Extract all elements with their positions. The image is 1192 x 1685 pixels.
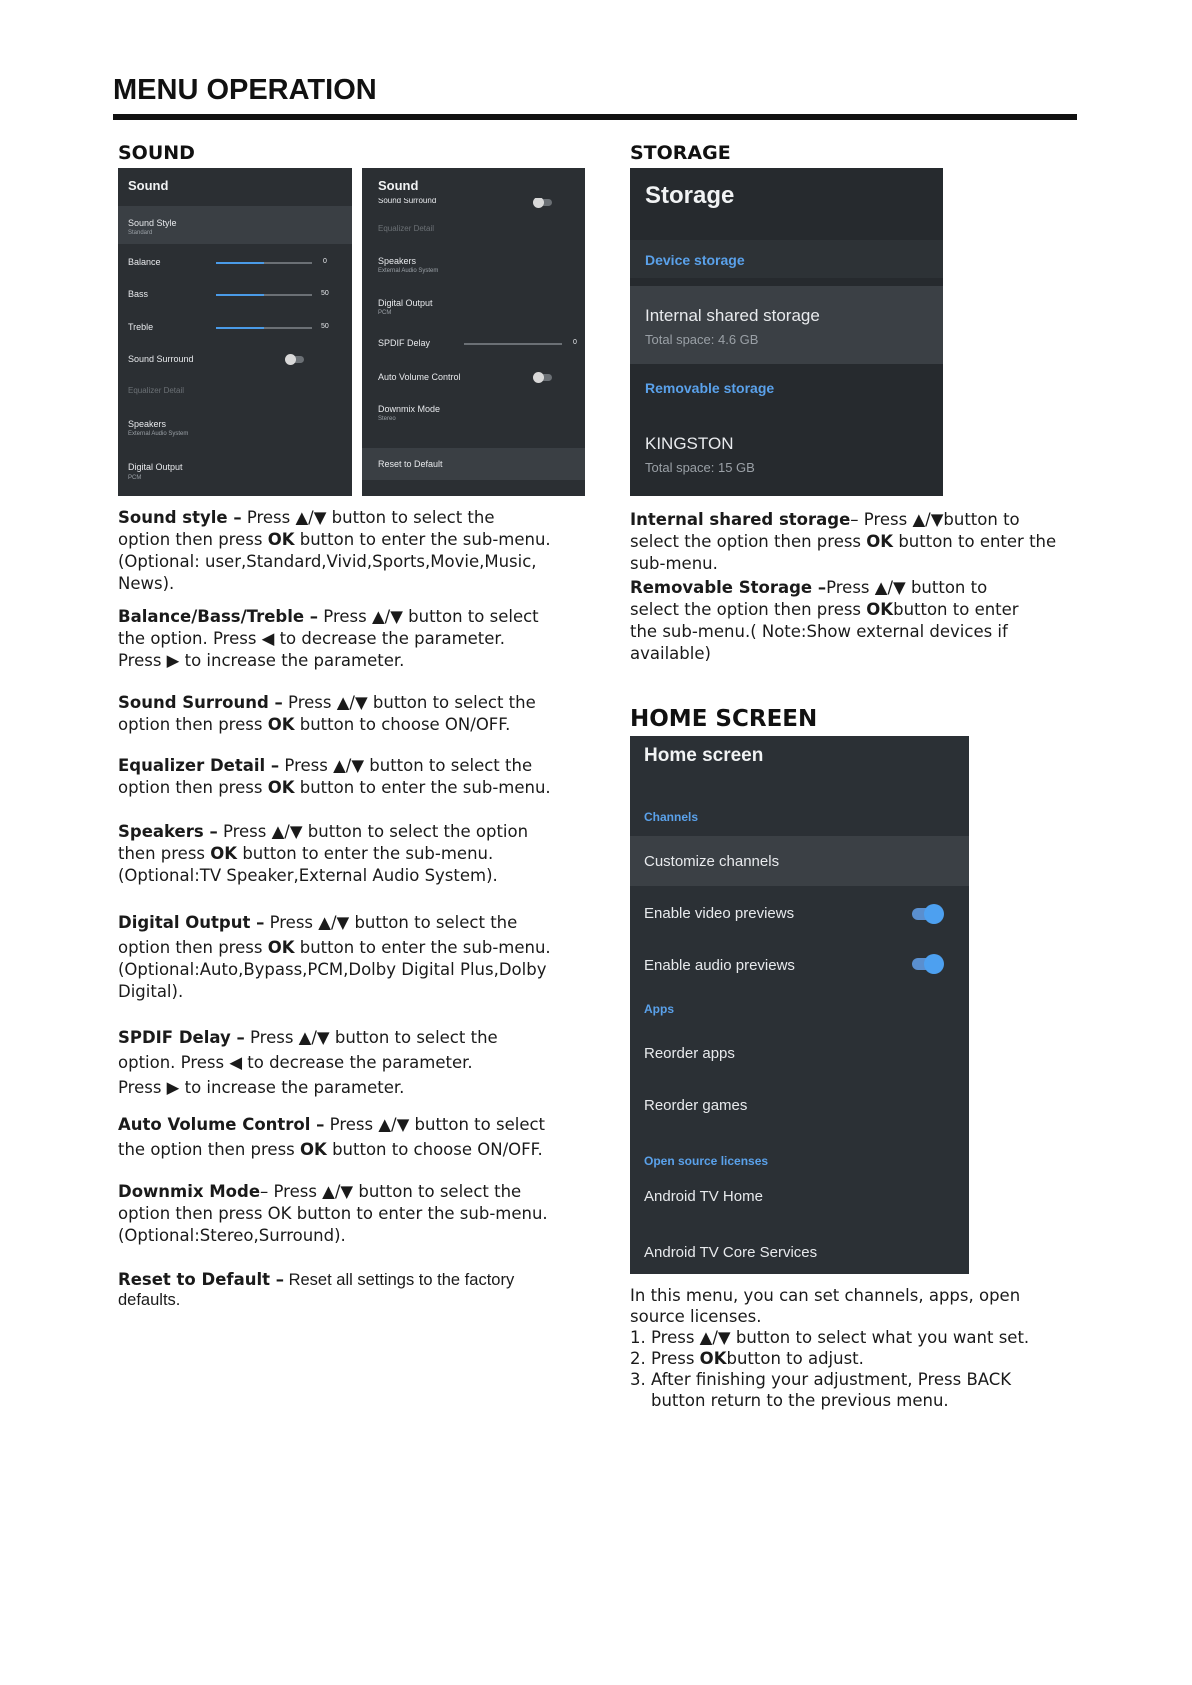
removable-storage-description: Removable Storage –Press ▲/▼ button to select the option then press OKbutton to enter the sub-menu.( Note:Show external devices if available)	[630, 578, 1019, 663]
menu-item-balance[interactable]	[118, 244, 352, 278]
menu-item-kingston[interactable]	[630, 408, 943, 496]
section-sound-heading: SOUND	[118, 142, 195, 164]
menu-item-label: KINGSTON	[645, 434, 734, 453]
menu-item-value: Standard	[128, 230, 153, 236]
page-title: MENU OPERATION	[113, 74, 377, 106]
bass-slider[interactable]	[216, 294, 312, 296]
slider-value: 50	[321, 323, 329, 330]
sound-menu-panel-1	[118, 168, 352, 496]
menu-item-label: Treble	[128, 322, 154, 332]
menu-item-label: Android TV Core Services	[644, 1244, 818, 1261]
menu-item-label: Reorder apps	[644, 1045, 735, 1062]
panel-header: Sound	[128, 178, 169, 193]
menu-item-label: Enable audio previews	[644, 957, 795, 974]
slider-value: 0	[323, 258, 327, 265]
menu-item-label: Speakers	[378, 256, 417, 266]
panel-header: Storage	[645, 182, 735, 209]
slider-value: 0	[573, 339, 577, 346]
menu-item-digital-output[interactable]	[118, 450, 352, 496]
menu-item-value: Stereo	[378, 416, 396, 422]
storage-category-device	[630, 240, 943, 278]
auto-volume-description: Auto Volume Control – Press ▲/▼ button to select the option then press OK button to choose ON/OFF.	[118, 1115, 546, 1159]
menu-item-digital-output[interactable]	[362, 284, 585, 324]
menu-item-treble[interactable]	[118, 312, 352, 344]
balance-description: Balance/Bass/Treble – Press ▲/▼ button to select the option. Press ◀ to decrease the parameter. Press ▶ to increase the parameter.	[118, 607, 539, 670]
menu-item-label: Reorder games	[644, 1097, 748, 1114]
spdif-delay-description: SPDIF Delay – Press ▲/▼ button to select the option. Press ◀ to decrease the parameter. Press ▶ to increase the parameter.	[118, 1028, 498, 1097]
storage-category-removable	[630, 364, 943, 408]
sound-surround-toggle[interactable]	[286, 356, 304, 363]
auto-volume-toggle[interactable]	[534, 374, 552, 381]
sound-surround-toggle[interactable]	[534, 199, 552, 206]
menu-item-label: Customize channels	[644, 853, 780, 870]
menu-item-enable-video-previews[interactable]	[630, 886, 969, 938]
menu-item-label: Sound Surround	[128, 354, 194, 364]
menu-item-value: Total space: 4.6 GB	[645, 332, 759, 347]
menu-item-value: External Audio System	[128, 431, 189, 437]
menu-item-android-tv-core[interactable]	[630, 1230, 969, 1274]
audio-previews-toggle[interactable]	[912, 958, 940, 970]
category-label: Apps	[644, 1002, 674, 1016]
menu-item-label: Reset to Default	[378, 459, 443, 469]
menu-item-label: Balance	[128, 257, 161, 267]
sound-menu-panel-2	[362, 168, 585, 496]
home-category-apps	[630, 1000, 969, 1024]
home-category-licenses	[630, 1154, 969, 1178]
menu-item-sound-surround[interactable]	[362, 198, 585, 212]
panel-header: Home screen	[644, 745, 764, 766]
category-label: Removable storage	[645, 380, 775, 396]
sound-style-description: Sound style – Press ▲/▼ button to select the option then press OK button to enter the sub-menu. (Optional: user,Standard,Vivid,Sports,Movie,Music, News).	[118, 508, 551, 593]
menu-item-speakers[interactable]	[362, 242, 585, 284]
menu-item-speakers[interactable]	[118, 408, 352, 450]
menu-item-downmix-mode[interactable]	[362, 390, 585, 432]
home-screen-menu-panel	[630, 736, 969, 1274]
balance-slider[interactable]	[216, 262, 312, 264]
section-home-heading: HOME SCREEN	[630, 706, 818, 732]
menu-item-value: Total space: 15 GB	[645, 460, 755, 475]
menu-item-label: Android TV Home	[644, 1188, 763, 1205]
home-category-channels	[630, 804, 969, 828]
menu-item-auto-volume-control[interactable]	[362, 358, 585, 390]
digital-output-description: Digital Output – Press ▲/▼ button to select the option then press OK button to enter the sub-menu. (Optional:Auto,Bypass,PCM,Dolby Digital Plus,Dolby Digital).	[118, 913, 551, 1001]
menu-item-sound-surround[interactable]	[118, 344, 352, 376]
internal-storage-description: Internal shared storage– Press ▲/▼button to select the option then press OK button to enter the sub-menu.	[630, 510, 1057, 573]
menu-item-label: Equalizer Detail	[128, 386, 185, 395]
category-label: Channels	[644, 810, 699, 824]
menu-item-label: Digital Output	[378, 298, 433, 308]
section-storage-heading: STORAGE	[630, 142, 731, 164]
menu-item-value: PCM	[378, 310, 392, 316]
menu-item-label: Auto Volume Control	[378, 372, 461, 382]
spdif-delay-slider[interactable]	[464, 343, 562, 345]
sound-surround-description: Sound Surround – Press ▲/▼ button to select the option then press OK button to choose ON/OFF.	[118, 693, 536, 734]
menu-item-label: Downmix Mode	[378, 404, 441, 414]
menu-item-reset-to-default[interactable]	[362, 448, 585, 480]
menu-item-label: Equalizer Detail	[378, 224, 435, 233]
menu-item-android-tv-home[interactable]	[630, 1178, 969, 1218]
menu-item-value: PCM	[128, 475, 142, 481]
menu-item-label: Sound Style	[128, 218, 177, 228]
menu-item-label: Sound Surround	[378, 198, 437, 205]
panel-header: Sound	[378, 178, 419, 193]
menu-item-label: Speakers	[128, 419, 167, 429]
menu-item-enable-audio-previews[interactable]	[630, 938, 969, 988]
menu-item-customize-channels[interactable]	[630, 836, 969, 886]
home-screen-description: In this menu, you can set channels, apps, open source licenses. 1. Press ▲/▼ button to select what you want set. 2. Press OKbutton to adjust. 3. After finishing your adjustment, Press BACK button return to the previous menu.	[630, 1286, 1030, 1410]
menu-item-label: SPDIF Delay	[378, 338, 431, 348]
category-label: Device storage	[645, 252, 745, 268]
menu-item-label: Enable video previews	[644, 905, 795, 922]
menu-item-value: External Audio System	[378, 268, 439, 274]
reset-description: Reset to Default – Reset all settings to the factory defaults.	[118, 1270, 515, 1309]
menu-item-bass[interactable]	[118, 278, 352, 312]
menu-item-label: Bass	[128, 289, 149, 299]
title-rule	[113, 114, 1077, 120]
menu-item-reorder-games[interactable]	[630, 1080, 969, 1130]
menu-item-equalizer-detail[interactable]	[362, 212, 585, 242]
equalizer-description: Equalizer Detail – Press ▲/▼ button to select the option then press OK button to enter the sub-menu.	[118, 756, 551, 797]
menu-item-spdif-delay[interactable]	[362, 324, 585, 358]
menu-item-sound-style[interactable]	[118, 206, 352, 244]
downmix-description: Downmix Mode– Press ▲/▼ button to select the option then press OK button to enter the sub-menu. (Optional:Stereo,Surround).	[118, 1182, 548, 1245]
category-label: Open source licenses	[644, 1154, 769, 1168]
video-previews-toggle[interactable]	[912, 908, 940, 920]
slider-value: 50	[321, 290, 329, 297]
storage-menu-panel	[630, 168, 943, 496]
menu-item-label: Digital Output	[128, 462, 183, 472]
treble-slider[interactable]	[216, 327, 312, 329]
menu-item-equalizer-detail[interactable]	[118, 376, 352, 408]
menu-item-internal-storage[interactable]	[630, 286, 943, 364]
speakers-description: Speakers – Press ▲/▼ button to select the option then press OK button to enter the sub-menu. (Optional:TV Speaker,External Audio System).	[118, 822, 529, 885]
menu-item-reorder-apps[interactable]	[630, 1028, 969, 1078]
menu-item-label: Internal shared storage	[645, 306, 820, 325]
